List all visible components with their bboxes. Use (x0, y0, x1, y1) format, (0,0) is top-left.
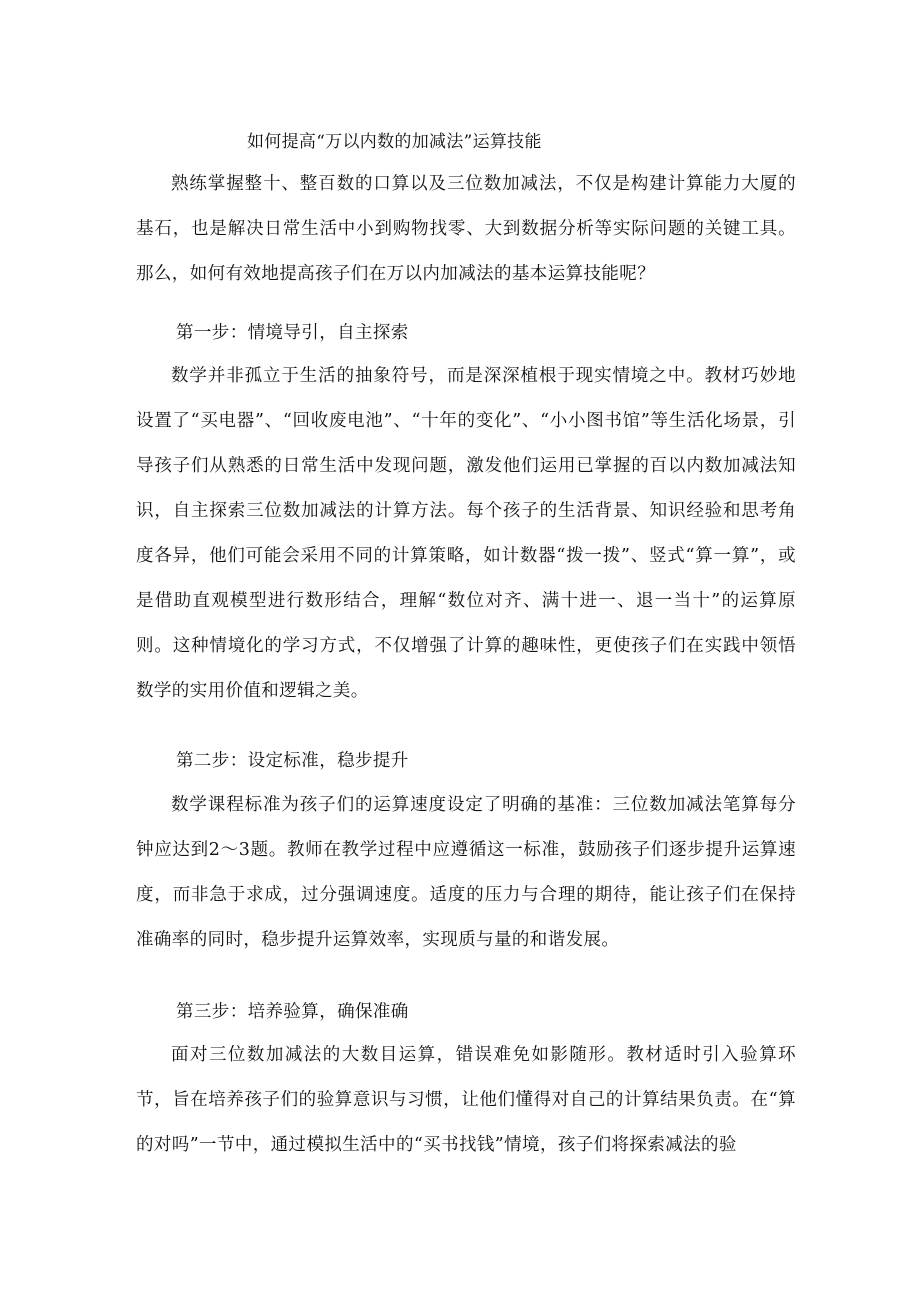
intro-paragraph: 熟练掌握整十、整百数的口算以及三位数加减法，不仅是构建计算能力大厦的基石，也是解决日常生活中小到购物找零、大到数据分析等实际问题的关键工具。那么，如何有效地提高孩子们在万以内加减法的基本运算技能呢？ (136, 174, 796, 284)
document-title: 如何提高“万以内数的加减法”运算技能 (247, 132, 542, 152)
step3-heading: 第三步：培养验算，确保准确 (176, 1002, 409, 1022)
step1-heading: 第一步：情境导引，自主探索 (176, 323, 409, 343)
step1-paragraph: 数学并非孤立于生活的抽象符号，而是深深植根于现实情境之中。教材巧妙地设置了“买电器”、“回收废电池”、“十年的变化”、“小小图书馆”等生活化场景，引导孩子们从熟悉的日常生活中发现问题，激发他们运用已掌握的百以内数加减法知识，自主探索三位数加减法的计算方法。每个孩子的生活背景、知识经验和思考角度各异，他们可能会采用不同的计算策略，如计数器“拨一拨”、竖式“算一算”，或是借助直观模型进行数形结合，理解“数位对齐、满十进一、退一当十”的运算原则。这种情境化的学习方式，不仅增强了计算的趣味性，更使孩子们在实践中领悟数学的实用价值和逻辑之美。 (136, 366, 796, 701)
step3-paragraph: 面对三位数加减法的大数目运算，错误难免如影随形。教材适时引入验算环节，旨在培养孩子们的验算意识与习惯，让他们懂得对自己的计算结果负责。在“算的对吗”一节中，通过模拟生活中的“买书找钱”情境，孩子们将探索减法的验 (136, 1045, 796, 1155)
step2-paragraph: 数学课程标准为孩子们的运算速度设定了明确的基准：三位数加减法笔算每分钟应达到2〜3题。教师在教学过程中应遵循这一标准，鼓励孩子们逐步提升运算速度，而非急于求成，过分强调速度。适度的压力与合理的期待，能让孩子们在保持准确率的同时，稳步提升运算效率，实现质与量的和谐发展。 (136, 795, 796, 950)
step2-heading: 第二步：设定标准，稳步提升 (176, 751, 409, 771)
